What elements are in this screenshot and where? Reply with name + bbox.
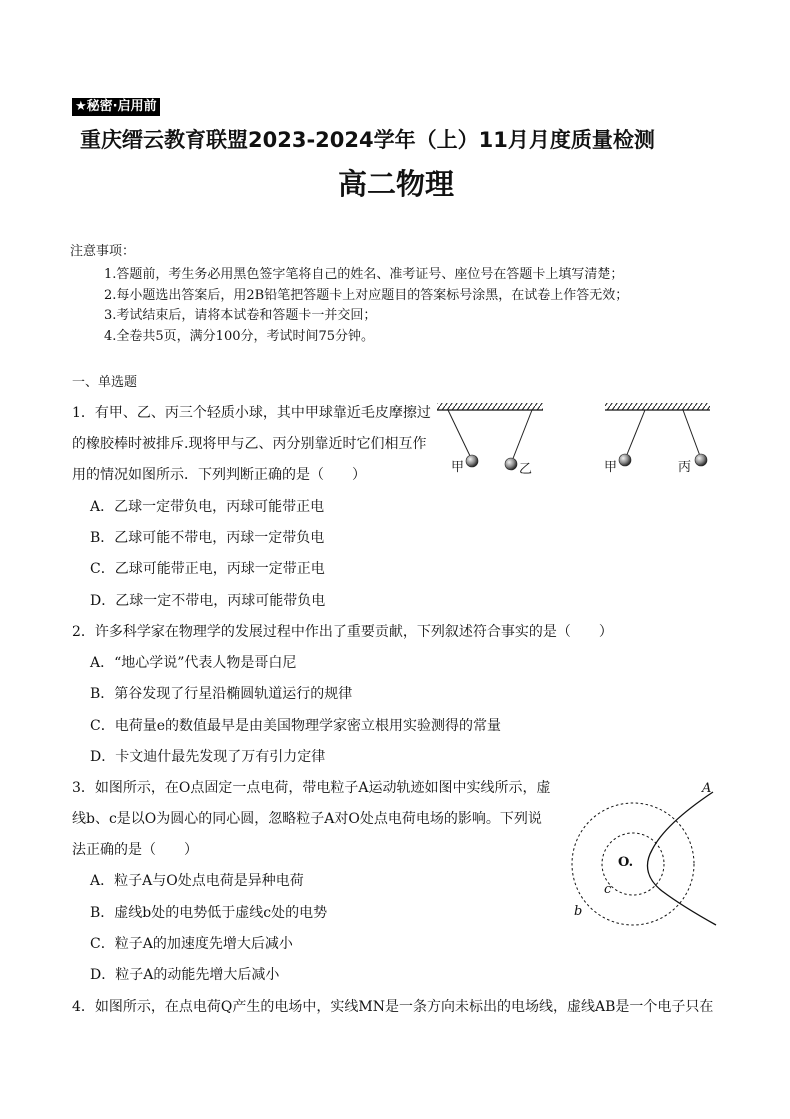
q3-stem-line: 3．如图所示，在O点固定一点电荷，带电粒子A运动轨迹如图中实线所示，虚 — [72, 780, 551, 796]
q2-option-b: B．第谷发现了行星沿椭圆轨道运行的规律 — [90, 686, 353, 702]
notice-heading: 注意事项： — [70, 244, 136, 259]
notice-item: 3.考试结束后，请将本试卷和答题卡一并交回； — [104, 308, 377, 323]
notice-item: 2.每小题选出答案后，用2B铅笔把答题卡上对应题目的答案标号涂黑，在试卷上作答无效； — [104, 288, 629, 303]
label-b: b — [574, 904, 583, 919]
q4-stem: 4．如图所示，在点电荷Q产生的电场中，实线MN是一条方向未标出的电场线，虚线AB是一个电子只在 — [72, 999, 714, 1015]
secret-badge: ★秘密·启用前 — [72, 98, 160, 116]
q3-stem-line: 线b、c是以O为圆心的同心圆，忽略粒子A对O处点电荷电场的影响。下列说 — [72, 811, 542, 827]
label-o: O. — [618, 855, 634, 870]
q3-option-a: A．粒子A与O处点电荷是异种电荷 — [90, 873, 304, 889]
q1-option-b: B．乙球可能不带电，丙球一定带负电 — [90, 530, 325, 546]
label-jia-left: 甲 — [451, 460, 465, 475]
q2-option-d: D．卡文迪什最先发现了万有引力定律 — [90, 749, 326, 765]
trajectory-a — [647, 792, 716, 925]
q1-stem-line: 1．有甲、乙、丙三个轻质小球，其中甲球靠近毛皮摩擦过 — [72, 405, 431, 421]
q3-option-b: B．虚线b处的电势低于虚线c处的电势 — [90, 905, 328, 921]
label-jia-right: 甲 — [604, 460, 618, 475]
q2-option-c: C．电荷量e的数值最早是由美国物理学家密立根用实验测得的常量 — [90, 718, 501, 734]
q1-option-c: C．乙球可能带正电，丙球一定带正电 — [90, 561, 325, 577]
q1-stem-line: 用的情况如图所示．下列判断正确的是（ ） — [72, 467, 366, 483]
section-title: 一、单选题 — [72, 375, 138, 390]
q3-option-c: C．粒子A的加速度先增大后减小 — [90, 936, 293, 952]
label-a: A — [702, 781, 712, 796]
notice-item: 4.全卷共5页，满分100分，考试时间75分钟。 — [104, 329, 375, 344]
q3-stem-line: 法正确的是（ ） — [72, 842, 198, 858]
label-bing: 丙 — [678, 460, 692, 475]
q2-option-a: A．“地心学说”代表人物是哥白尼 — [90, 655, 297, 671]
notice-item: 1.答题前，考生务必用黑色签字笔将自己的姓名、准考证号、座位号在答题卡上填写清楚； — [104, 267, 624, 282]
q1-option-d: D．乙球一定不带电，丙球可能带负电 — [90, 593, 326, 609]
exam-title: 重庆缙云教育联盟2023-2024学年（上）11月月度质量检测 — [80, 128, 655, 152]
q1-stem-line: 的橡胶棒时被排斥.现将甲与乙、丙分别靠近时它们相互作 — [72, 436, 427, 452]
q3-option-d: D．粒子A的动能先增大后减小 — [90, 967, 280, 983]
subject-title: 高二物理 — [338, 167, 455, 201]
q1-option-a: A．乙球一定带负电，丙球可能带正电 — [90, 499, 325, 515]
label-c: c — [604, 882, 612, 897]
label-yi: 乙 — [519, 462, 533, 477]
q2-stem: 2．许多科学家在物理学的发展过程中作出了重要贡献，下列叙述符合事实的是（ ） — [72, 624, 613, 640]
